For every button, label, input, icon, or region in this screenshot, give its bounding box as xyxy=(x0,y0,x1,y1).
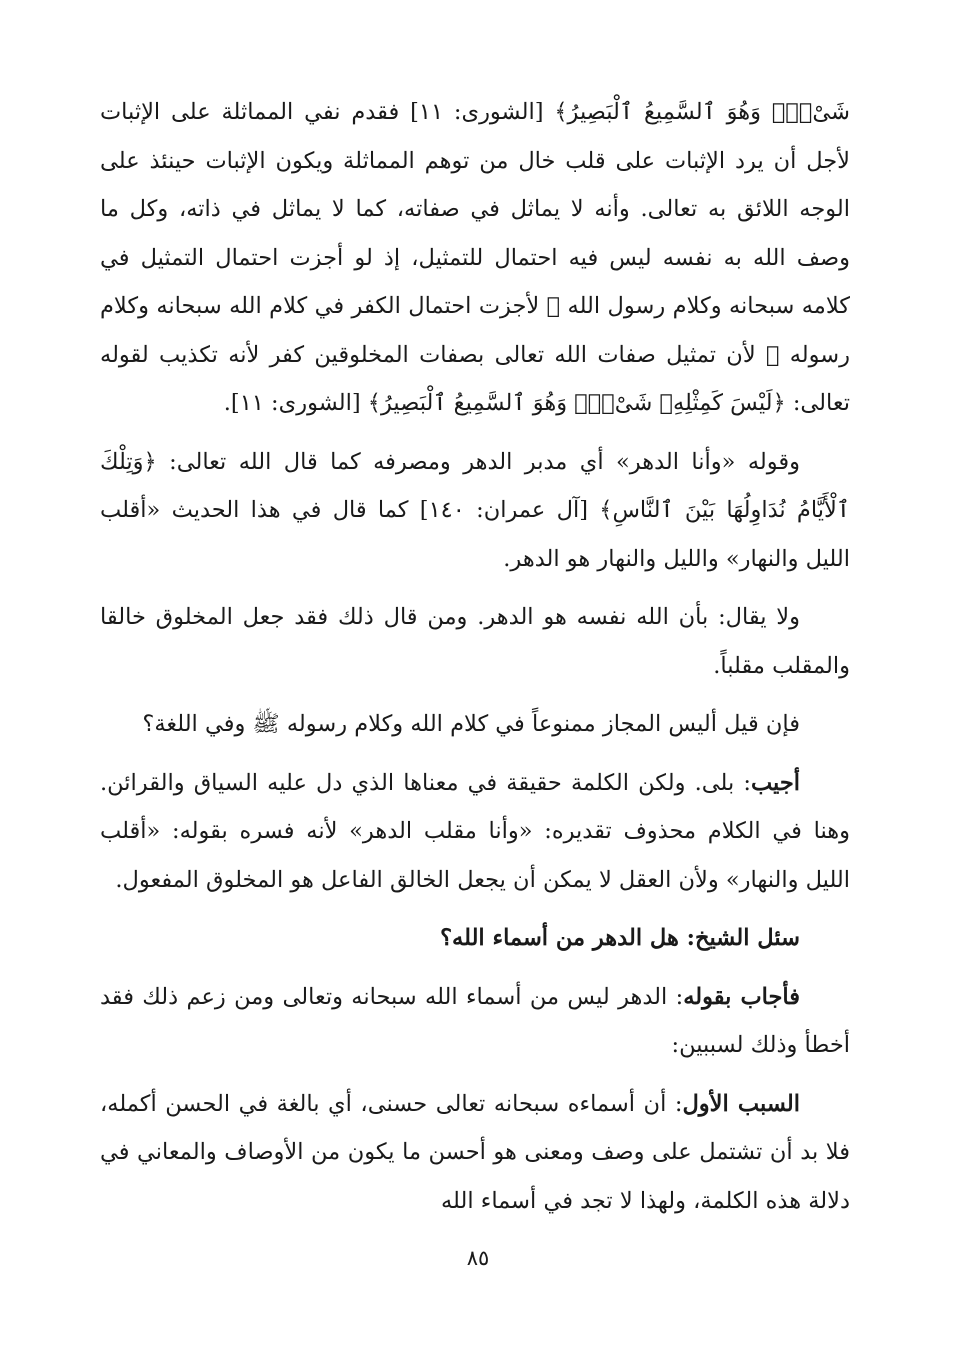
page-number: ٨٥ xyxy=(466,1246,490,1270)
paragraph-5-text: : بلى. ولكن الكلمة حقيقة في معناها الذي دل عليه السياق والقرائن. وهنا في الكلام محذوف تقديره: «وأنا مقلب الدهر» لأنه فسره بقوله: «أقلب الليل والنهار» ولأن العقل لا يمكن أن يجعل الخالق الفاعل هو المخلوق المفعول. xyxy=(100,769,850,893)
paragraph-8-lead: السبب الأول xyxy=(682,1090,800,1117)
paragraph-8-text: : أن أسماءه سبحانه تعالى حسنى، أي بالغة في الحسن أكمله، فلا بد أن تشتمل على وصف ومعنى هو أحسن ما يكون من الأوصاف والمعاني في دلالة هذه الكلمة، ولهذا لا تجد في أسماء الله xyxy=(100,1090,850,1214)
paragraph-8 xyxy=(100,1080,850,1226)
document-page xyxy=(100,88,850,1268)
paragraph-5-lead: أجيب xyxy=(750,769,800,796)
paragraph-4: فإن قيل أليس المجاز ممنوعاً في كلام الله وكلام رسوله ﷺ وفي اللغة؟ xyxy=(142,711,800,737)
paragraph-1: شَىْءٌۖ وَهُوَ ٱلسَّمِيعُ ٱلْبَصِيرُ﴾ [الشورى: ١١] فقدم نفي المماثلة على الإثبات لأجل أن يرد الإثبات على قلب خال من توهم المماثلة ويكون الإثبات حينئذ على الوجه اللائق به تعالى. وأنه لا يماثل في صفاته، كما لا يماثل في ذاته، وكل ما وصف الله به نفسه ليس فيه احتمال للتمثيل، إذ لو أجزت احتمال التمثيل في كلامه سبحانه وكلام رسول الله ﷺ لأجزت احتمال الكفر في كلام الله سبحانه وكلام رسوله ﷺ لأن تمثيل صفات الله تعالى بصفات المخلوقين كفر لأنه تكذيب لقوله تعالى: ﴿لَيْسَ كَمِثْلِهِۦ شَىْءٌۖ وَهُوَ ٱلسَّمِيعُ ٱلْبَصِيرُ﴾ [الشورى: ١١]. xyxy=(100,99,850,416)
paragraph-7-lead: فأجاب بقوله xyxy=(683,983,801,1010)
paragraph-7 xyxy=(100,973,850,1070)
paragraph-3: ولا يقال: بأن الله نفسه هو الدهر. ومن قال ذلك فقد جعل المخلوق خالقا والمقلب مقلباً. xyxy=(100,604,850,679)
paragraph-6 xyxy=(100,914,850,963)
paragraph-6-text: : هل الدهر من أسماء الله؟ xyxy=(440,925,695,951)
paragraph-6-lead: سئل الشيخ xyxy=(694,925,800,951)
paragraph-7-text: : الدهر ليس من أسماء الله سبحانه وتعالى ومن زعم ذلك فقد أخطأ وذلك لسببين: xyxy=(100,983,850,1058)
paragraph-5 xyxy=(100,759,850,905)
paragraph-2: وقوله «وأنا الدهر» أي مدبر الدهر ومصرفه كما قال الله تعالى: ﴿وَتِلْكَ ٱلْأَيَّامُ نُدَاوِلُهَا بَيْنَ ٱلنَّاسِ﴾ [آل عمران: ١٤٠] كما قال في هذا الحديث «أقلب الليل والنهار» والليل والنهار هو الدهر. xyxy=(100,448,850,572)
